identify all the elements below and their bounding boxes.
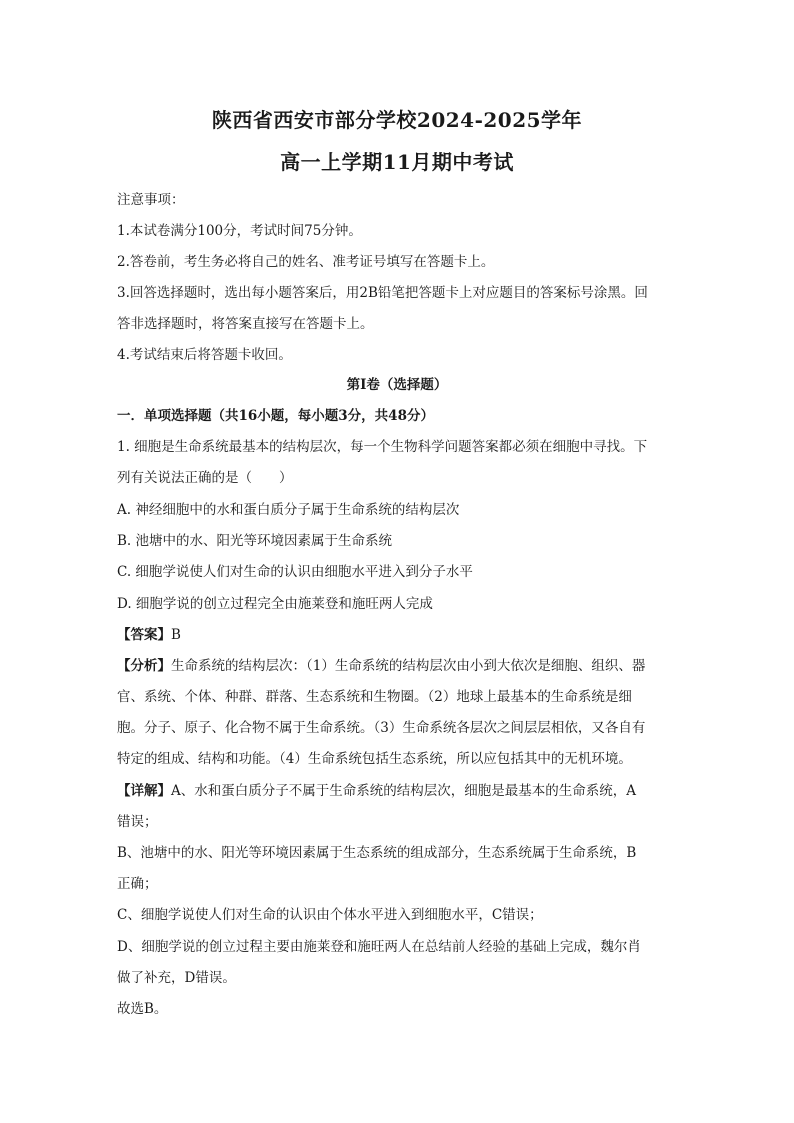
detail-tag: 【详解】 <box>117 783 171 799</box>
detail-line5: C、细胞学说使人们对生命的认识由个体水平进入到细胞水平，C错误； <box>117 907 543 923</box>
notes-heading: 注意事项： <box>117 192 185 208</box>
option-d: D. 细胞学说的创立过程完全由施莱登和施旺两人完成 <box>117 596 433 612</box>
answer-value: B <box>171 627 181 643</box>
note-item-3-cont: 答非选择题时，将答案直接写在答题卡上。 <box>117 316 374 332</box>
analysis-line4: 特定的组成、结构和功能。（4）生命系统包括生态系统，所以应包括其中的无机环境。 <box>117 751 632 767</box>
analysis-tag: 【分析】 <box>117 658 171 674</box>
analysis-line1 <box>117 654 645 674</box>
detail-line3: B、池塘中的水、阳光等环境因素属于生态系统的组成部分，生态系统属于生命系统，B <box>117 845 637 861</box>
answer-tag: 【答案】 <box>117 627 171 643</box>
detail-line4: 正确； <box>117 876 158 892</box>
analysis-line2: 官、系统、个体、种群、群落、生态系统和生物圈。（2）地球上最基本的生命系统是细 <box>117 689 632 705</box>
detail-text-1: A、水和蛋白质分子不属于生命系统的结构层次，细胞是最基本的生命系统，A <box>171 783 636 799</box>
question-stem-line1: 1. 细胞是生命系统最基本的结构层次，每一个生物科学问题答案都必须在细胞中寻找。下 <box>117 439 648 455</box>
analysis-line3: 胞。分子、原子、化合物不属于生命系统。（3）生命系统各层次之间层层相依，又各自有 <box>117 720 646 736</box>
detail-line7: 做了补充，D错误。 <box>117 970 236 986</box>
note-item-1: 1.本试卷满分100分，考试时间75分钟。 <box>117 223 362 239</box>
option-c: C. 细胞学说使人们对生命的认识由细胞水平进入到分子水平 <box>117 564 473 580</box>
option-a: A. 神经细胞中的水和蛋白质分子属于生命系统的结构层次 <box>117 502 460 518</box>
detail-line2: 错误； <box>117 814 158 830</box>
note-item-4: 4.考试结束后将答题卡收回。 <box>117 347 292 363</box>
analysis-text-1: 生命系统的结构层次：（1）生命系统的结构层次由小到大依次是细胞、组织、器 <box>171 658 646 674</box>
volume-title: 第I卷（选择题） <box>346 377 448 393</box>
exam-title-line1: 陕西省西安市部分学校2024-2025学年 <box>211 108 583 132</box>
detail-line1 <box>117 779 636 799</box>
question-stem-line2: 列有关说法正确的是（ ） <box>117 470 293 486</box>
note-item-3: 3.回答选择题时，选出每小题答案后，用2B铅笔把答题卡上对应题目的答案标号涂黑。回 <box>117 285 648 301</box>
note-item-2: 2.答卷前，考生务必将自己的姓名、准考证号填写在答题卡上。 <box>117 254 495 270</box>
option-b: B. 池塘中的水、阳光等环境因素属于生命系统 <box>117 533 393 549</box>
exam-title-line2: 高一上学期11月期中考试 <box>280 150 514 174</box>
detail-line6: D、细胞学说的创立过程主要由施莱登和施旺两人在总结前人经验的基础上完成，魏尔肖 <box>117 939 641 955</box>
answer-line <box>117 623 181 643</box>
part-title: 一．单项选择题（共16小题，每小题3分，共48分） <box>117 408 434 424</box>
detail-line8: 故选B。 <box>117 1001 168 1017</box>
